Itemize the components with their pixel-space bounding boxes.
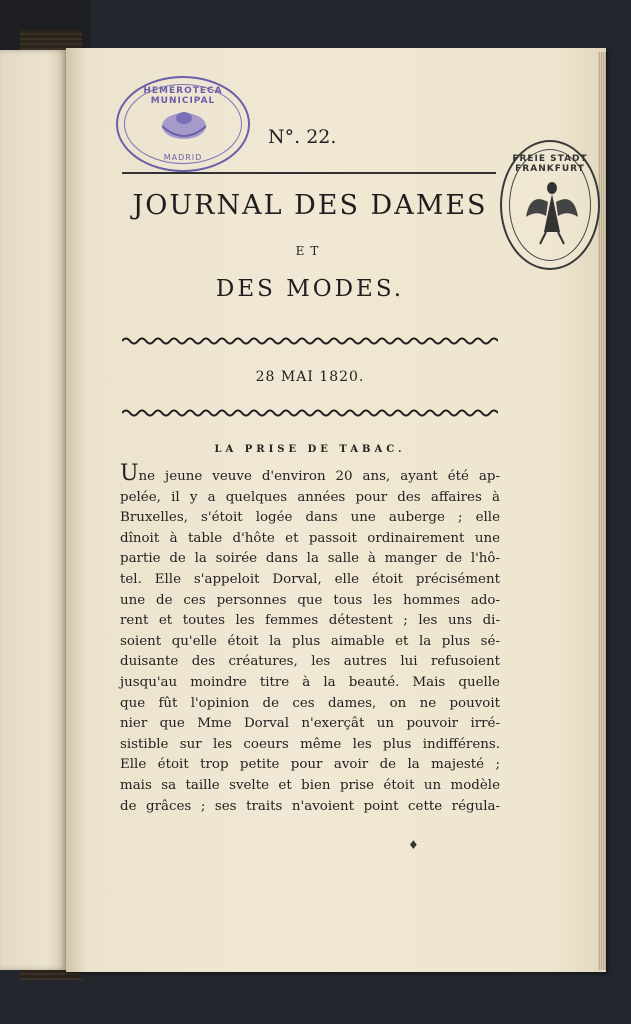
article-title: LA PRISE DE TABAC. bbox=[214, 444, 406, 455]
article-line: nier que Mme Dorval n'exerçât un pouvoir irré- bbox=[120, 716, 500, 732]
stamp-bottom-text: MADRID bbox=[163, 153, 203, 162]
title-connector: ET bbox=[295, 244, 325, 258]
article-line: mais sa taille svelte et bien prise étoit un modèle bbox=[120, 777, 500, 793]
article-line: de grâces ; ses traits n'avoient point cette régula- bbox=[120, 798, 500, 814]
article-line: jusqu'au moindre titre à la beauté. Mais quelle bbox=[120, 674, 500, 690]
article-line: une de ces personnes que tous les hommes ado- bbox=[120, 592, 500, 608]
wavy-divider bbox=[122, 408, 498, 418]
stamp-text: FREIE STADT FRANKFURT bbox=[512, 154, 588, 174]
article-line-text: ne jeune veuve d'environ 20 ans, ayant été ap- bbox=[138, 469, 500, 484]
article-line: pelée, il y a quelques années pour des affaires à bbox=[120, 489, 500, 505]
crest-icon bbox=[154, 106, 214, 144]
article-line: sistible sur les coeurs même les plus indifférens. bbox=[120, 736, 500, 752]
journal-title: JOURNAL DES DAMES bbox=[132, 190, 488, 221]
article-body bbox=[120, 461, 500, 817]
article-line: soient qu'elle étoit la plus aimable et la plus sé- bbox=[120, 633, 500, 649]
article-line: que fût l'opinion de ces dames, on ne pouvoit bbox=[120, 695, 500, 711]
journal-subtitle: DES MODES. bbox=[215, 276, 405, 302]
article-line: duisante des créatures, les autres lui refusoient bbox=[120, 654, 500, 670]
issue-number: N°. 22. bbox=[268, 126, 337, 148]
eagle-icon bbox=[522, 172, 582, 252]
header-rule bbox=[122, 172, 496, 174]
article-line: tel. Elle s'appeloit Dorval, elle étoit précisément bbox=[120, 571, 500, 587]
article-line: rent et toutes les femmes détestent ; les uns di- bbox=[120, 613, 500, 629]
article-line: Bruxelles, s'étoit logée dans une auberge ; elle bbox=[120, 510, 500, 526]
frankfurt-stamp bbox=[500, 140, 600, 270]
stamp-top-text: HEMEROTECA MUNICIPAL bbox=[143, 86, 223, 106]
wavy-divider bbox=[122, 336, 498, 346]
left-page bbox=[0, 50, 66, 970]
article-line: Elle étoit trop petite pour avoir de la majesté ; bbox=[120, 757, 500, 773]
article-line: dînoit à table d'hôte et passoit ordinairement une bbox=[120, 530, 500, 546]
library-stamp bbox=[116, 76, 250, 172]
catchword-ornament: ♦ bbox=[408, 838, 419, 852]
article-line: partie de la soirée dans la salle à manger de l'hô- bbox=[120, 551, 500, 567]
page-edge bbox=[598, 52, 606, 970]
issue-date: 28 MAI 1820. bbox=[255, 369, 365, 385]
drop-cap: U bbox=[120, 461, 139, 486]
article-line bbox=[120, 461, 500, 488]
